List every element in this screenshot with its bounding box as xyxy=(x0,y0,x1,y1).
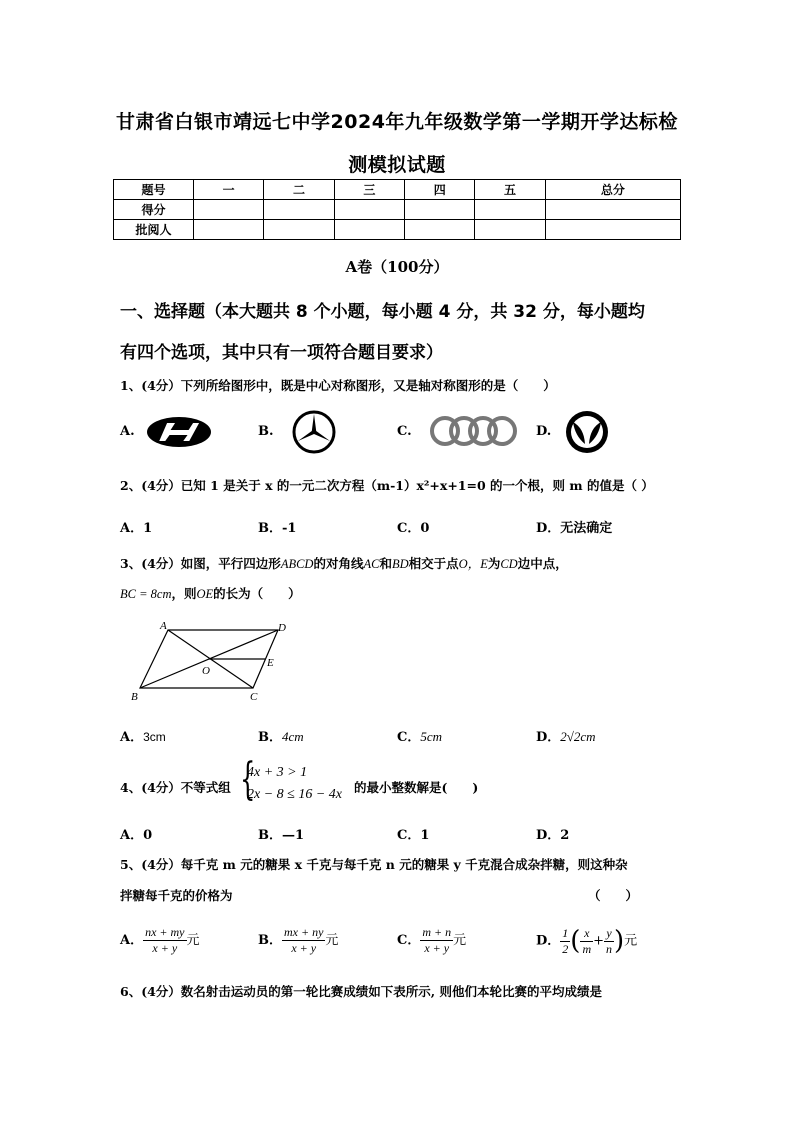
q5-c-num: m + n xyxy=(422,925,452,939)
q5-unit: 元 xyxy=(186,933,200,948)
q3-text-part: 和 xyxy=(379,556,392,571)
label-o: O xyxy=(202,665,210,677)
q3-math-oe: OE xyxy=(196,587,214,601)
q5-d-x: x xyxy=(580,926,593,942)
q1-text: 1、(4分）下列所给图形中，既是中心对称图形，又是轴对称图形的是（ ） xyxy=(120,378,556,393)
q5-d-n: n xyxy=(606,941,613,956)
q3-opt-value: 2√2cm xyxy=(560,729,596,744)
paper-label: A卷（100分） xyxy=(345,258,449,276)
q3-text-part: 的长为（ ） xyxy=(213,586,301,601)
mercedes-logo-icon xyxy=(291,409,337,455)
q3-text-part: 相交于点 xyxy=(408,556,459,571)
q5-d-half xyxy=(560,926,570,957)
q3-opt-label: C． xyxy=(397,730,421,745)
score-cell[interactable] xyxy=(264,200,334,220)
score-cell[interactable] xyxy=(545,220,680,240)
q3-opt-label: A． xyxy=(120,730,144,745)
header-cell: 总分 xyxy=(545,180,680,200)
q5-paren: （ ） xyxy=(588,888,639,903)
section1-heading-line1: 一、选择题（本大题共 8 个小题，每小题 4 分，共 32 分，每小题均 xyxy=(120,302,645,322)
q4-option-d: D．2 xyxy=(536,828,570,843)
header-cell: 四 xyxy=(405,180,475,200)
dongfeng-logo-icon xyxy=(564,410,610,454)
q5-b-num: mx + ny xyxy=(284,925,324,939)
q4-option-a: A．0 xyxy=(120,828,153,843)
q1-option-a-label: A. xyxy=(120,424,135,439)
q5-option-b xyxy=(258,921,338,961)
q5-unit: 元 xyxy=(453,933,467,948)
q1-option-c-label: C. xyxy=(397,424,412,439)
q5-opt-label: A． xyxy=(120,933,144,948)
q2-option-c: C．0 xyxy=(397,521,430,536)
exam-title-line1: 甘肃省白银市靖远七中学2024年九年级数学第一学期开学达标检 xyxy=(116,111,678,133)
header-cell: 题号 xyxy=(114,180,194,200)
q4-ineq1: 4x + 3 > 1 xyxy=(247,765,308,780)
q5-unit: 元 xyxy=(325,933,339,948)
q3-opt-value: 3cm xyxy=(143,730,166,744)
q5-opt-label: C． xyxy=(397,933,421,948)
q3-math-bd: BD xyxy=(391,557,409,571)
row-label: 得分 xyxy=(114,200,194,220)
q4-option-c: C．1 xyxy=(397,828,430,843)
q2-text: 2、(4分）已知 1 是关于 x 的一元二次方程（m-1）x²+x+1=0 的一个根，则 m 的值是（ ） xyxy=(120,478,654,493)
q3-math-e: E xyxy=(480,557,488,571)
score-table xyxy=(113,179,681,240)
q5-option-d xyxy=(536,921,637,962)
q5-a-den: x + y xyxy=(152,941,178,955)
q5-plus: + xyxy=(593,933,605,949)
row-label: 批阅人 xyxy=(114,220,194,240)
score-cell[interactable] xyxy=(405,220,475,240)
q3-opt-label: D． xyxy=(536,730,561,745)
score-cell[interactable] xyxy=(334,200,404,220)
q1-option-d-label: D. xyxy=(536,424,552,439)
q5-d-frac1 xyxy=(580,926,593,957)
q4-option-b: B．—1 xyxy=(258,828,305,843)
q5-c-fraction xyxy=(420,925,453,956)
section1-heading-line2: 有四个选项，其中只有一项符合题目要求） xyxy=(120,343,443,363)
q3-option-b xyxy=(258,726,304,745)
q5-d-m: m xyxy=(582,941,592,956)
reviewer-row xyxy=(114,220,681,240)
q5-b-den: x + y xyxy=(291,941,317,955)
parallelogram-figure xyxy=(128,618,298,708)
q2-option-b: B．-1 xyxy=(258,521,297,536)
q2-option-d: D．无法确定 xyxy=(536,521,613,536)
q3-math-bc: BC = 8cm xyxy=(120,587,172,601)
score-row xyxy=(114,200,681,220)
score-cell[interactable] xyxy=(194,200,264,220)
q3-opt-value: 5cm xyxy=(420,729,443,744)
score-cell[interactable] xyxy=(475,200,545,220)
score-cell[interactable] xyxy=(405,200,475,220)
q5-opt-label: D． xyxy=(536,933,561,949)
q5-d-frac2 xyxy=(604,926,614,957)
score-cell[interactable] xyxy=(264,220,334,240)
q6-text: 6、(4分）数名射击运动员的第一轮比赛成绩如下表所示, 则他们本轮比赛的平均成绩是 xyxy=(120,984,603,999)
label-d: D xyxy=(278,622,286,634)
score-table-header-row xyxy=(114,180,681,200)
q5-right-paren: ) xyxy=(614,926,625,956)
hyundai-logo-icon xyxy=(145,414,213,450)
q3-option-a xyxy=(120,726,166,745)
q3-option-c xyxy=(397,726,442,745)
q3-line1 xyxy=(120,554,568,572)
q5-d-half-den: 2 xyxy=(562,941,569,956)
q4-brace: { xyxy=(240,754,256,805)
score-cell[interactable] xyxy=(475,220,545,240)
q5-d-y: y xyxy=(604,926,614,942)
header-cell: 三 xyxy=(334,180,404,200)
q5-c-den: x + y xyxy=(424,941,450,955)
q5-b-fraction xyxy=(282,925,325,956)
label-b: B xyxy=(131,691,138,703)
label-c: C xyxy=(250,691,258,703)
q4-ineq2: 2x − 8 ≤ 16 − 4x xyxy=(247,787,343,802)
q3-line2 xyxy=(120,584,301,602)
header-cell: 一 xyxy=(194,180,264,200)
header-cell: 五 xyxy=(475,180,545,200)
q5-line1: 5、(4分）每千克 m 元的糖果 x 千克与每千克 n 元的糖果 y 千克混合成杂拌糖，则这种杂 xyxy=(120,857,628,872)
q3-text-part: 3、(4分）如图，平行四边形 xyxy=(120,556,281,571)
q5-option-a xyxy=(120,921,200,961)
score-cell[interactable] xyxy=(194,220,264,240)
label-e: E xyxy=(267,657,274,669)
header-cell: 二 xyxy=(264,180,334,200)
q3-option-d xyxy=(536,726,596,745)
score-cell[interactable] xyxy=(334,220,404,240)
q1-option-b-label: B. xyxy=(258,424,274,439)
q4-prefix: 4、(4分）不等式组 xyxy=(120,780,231,795)
q5-d-half-num: 1 xyxy=(562,925,569,940)
q5-a-num: nx + my xyxy=(145,925,185,939)
q3-text-part: 边中点， xyxy=(517,556,568,571)
q4-system xyxy=(247,762,342,806)
score-cell[interactable] xyxy=(545,200,680,220)
q2-option-a: A．1 xyxy=(120,521,153,536)
q5-line2: 拌糖每千克的价格为 xyxy=(120,888,233,903)
label-a: A xyxy=(160,620,167,632)
q3-math-o: O， xyxy=(458,557,481,571)
exam-title-line2: 测模拟试题 xyxy=(348,154,446,176)
q3-math-abcd: ABCD xyxy=(280,557,314,571)
q4-suffix: 的最小整数解是( ) xyxy=(354,780,479,795)
q3-opt-label: B． xyxy=(258,730,282,745)
q5-opt-label: B． xyxy=(258,933,282,948)
q3-math-ac: AC xyxy=(363,557,380,571)
q5-a-fraction xyxy=(143,925,186,956)
q3-opt-value: 4cm xyxy=(282,729,304,744)
q3-text-part: 的对角线 xyxy=(313,556,364,571)
q3-text-part: 为 xyxy=(487,556,501,571)
q3-math-cd: CD xyxy=(500,557,518,571)
q5-option-c xyxy=(397,921,466,961)
q5-unit: 元 xyxy=(624,933,638,949)
q5-left-paren: ( xyxy=(570,926,581,956)
q3-text-part: ，则 xyxy=(171,586,197,601)
audi-rings-logo-icon xyxy=(428,414,518,448)
